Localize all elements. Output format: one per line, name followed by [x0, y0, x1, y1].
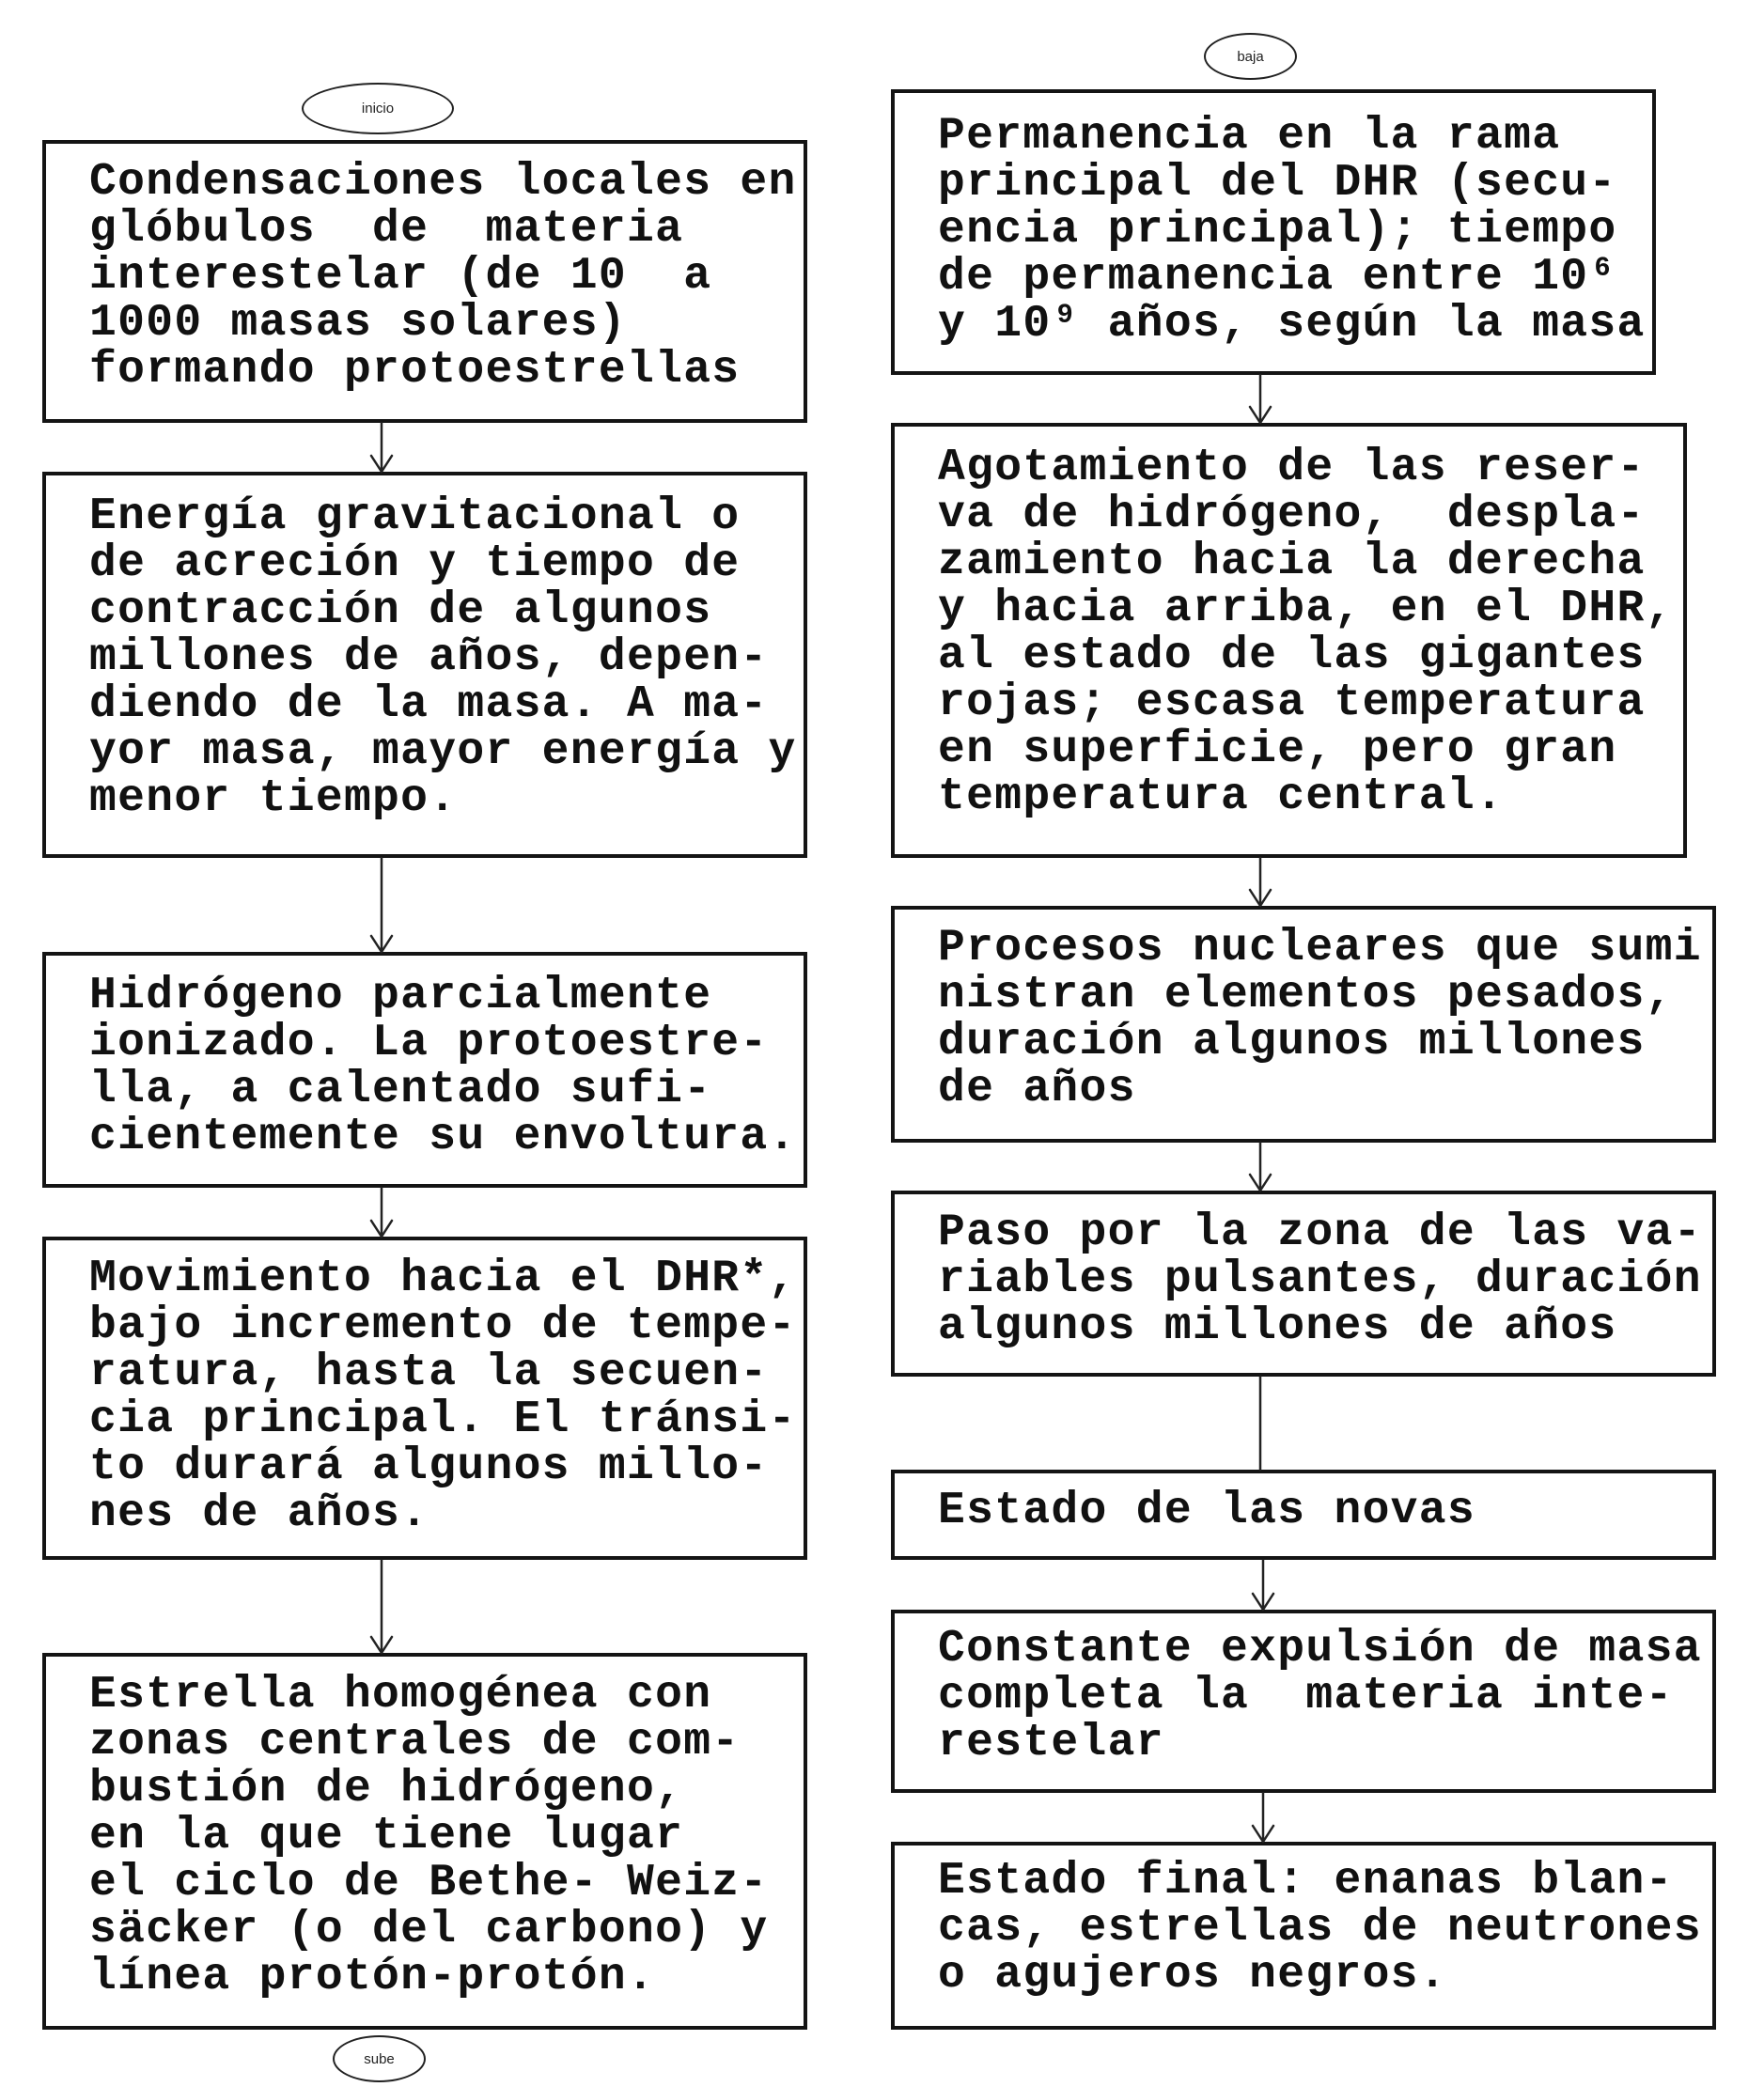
arrow-head — [371, 936, 392, 952]
text-line: duración algunos millones — [938, 1017, 1646, 1067]
terminal-sube — [333, 2035, 426, 2082]
box-energia-gravitacional — [42, 472, 807, 858]
text-line: Constante expulsión de masa — [938, 1624, 1702, 1674]
text-line: va de hidrógeno, despla- — [938, 490, 1646, 540]
text-line: Movimiento hacia el DHR*, — [89, 1254, 797, 1304]
text-line: Condensaciones locales en — [89, 157, 797, 208]
text-line: formando protoestrellas — [89, 345, 741, 396]
text-line: cas, estrellas de neutrones — [938, 1903, 1702, 1954]
text-line: de acreción y tiempo de — [89, 538, 741, 589]
text-line: o agujeros negros. — [938, 1950, 1447, 2001]
arrow-right-6-to-7 — [1253, 1793, 1273, 1842]
text-line: restelar — [938, 1718, 1164, 1768]
text-line: Hidrógeno parcialmente — [89, 971, 712, 1021]
text-line: Estado final: enanas blan- — [938, 1856, 1674, 1907]
box-permanencia-rama-principal — [891, 89, 1656, 375]
terminal-label: baja — [1237, 48, 1264, 65]
text-line: menor tiempo. — [89, 773, 458, 824]
arrow-head — [371, 456, 392, 472]
text-line: ratura, hasta la secuen- — [89, 1347, 769, 1398]
text-line: rojas; escasa temperatura — [938, 677, 1646, 728]
text-line: principal del DHR (secu- — [938, 158, 1617, 209]
arrow-left-2-to-3 — [371, 858, 392, 952]
arrow-right-3-to-4 — [1250, 1143, 1271, 1191]
box-estado-novas — [891, 1470, 1716, 1560]
arrow-head — [1250, 1175, 1271, 1191]
text-line: 1000 masas solares) — [89, 298, 627, 349]
arrow-head — [1250, 890, 1271, 906]
terminal-label: sube — [364, 2050, 395, 2067]
text-line: al estado de las gigantes — [938, 631, 1646, 681]
arrow-head — [371, 1221, 392, 1237]
arrow-left-4-to-5 — [371, 1560, 392, 1653]
text-line: zonas centrales de com- — [89, 1717, 741, 1768]
text-line: Energía gravitacional o — [89, 491, 741, 542]
text-line: en la que tiene lugar — [89, 1811, 684, 1861]
text-line: Permanencia en la rama — [938, 111, 1561, 162]
text-line: diendo de la masa. A ma- — [89, 679, 769, 730]
text-line: glóbulos de materia — [89, 204, 684, 255]
text-line: lla, a calentado sufi- — [89, 1065, 712, 1115]
text-line: Procesos nucleares que sumi — [938, 923, 1702, 973]
text-line: en superficie, pero gran — [938, 724, 1617, 775]
arrow-head — [1250, 407, 1271, 423]
text-line: y hacia arriba, en el DHR, — [938, 584, 1674, 634]
text-line: riables pulsantes, duración — [938, 1254, 1702, 1305]
box-movimiento-dhr — [42, 1237, 807, 1560]
text-line: bajo incremento de tempe- — [89, 1300, 797, 1351]
text-line: nes de años. — [89, 1488, 429, 1539]
text-line: Agotamiento de las reser- — [938, 443, 1646, 493]
box-agotamiento-hidrogeno — [891, 423, 1687, 858]
terminal-label: inicio — [361, 101, 395, 117]
text-line: bustión de hidrógeno, — [89, 1764, 684, 1814]
text-line: y 10⁹ años, según la masa — [938, 299, 1646, 350]
box-condensaciones-locales — [42, 140, 807, 423]
text-line: to durará algunos millo- — [89, 1441, 769, 1492]
arrow-left-1-to-2 — [371, 423, 392, 472]
text-line: millones de años, depen- — [89, 632, 769, 683]
text-line: Estado de las novas — [938, 1486, 1475, 1536]
text-line: cientemente su envoltura. — [89, 1112, 797, 1162]
text-line: zamiento hacia la derecha — [938, 537, 1646, 587]
text-line: el ciclo de Bethe- Weiz- — [89, 1858, 769, 1908]
text-line: temperatura central. — [938, 771, 1505, 822]
text-line: yor masa, mayor energía y — [89, 726, 797, 777]
text-line: de permanencia entre 10⁶ — [938, 252, 1617, 303]
text-line: algunos millones de años — [938, 1301, 1617, 1352]
text-line: nistran elementos pesados, — [938, 970, 1674, 1020]
arrow-left-3-to-4 — [371, 1188, 392, 1237]
box-estado-final — [891, 1842, 1716, 2030]
arrow-right-1-to-2 — [1250, 375, 1271, 423]
terminal-baja — [1204, 33, 1297, 80]
arrow-head — [371, 1637, 392, 1653]
text-line: Paso por la zona de las va- — [938, 1207, 1702, 1258]
text-line: interestelar (de 10 a — [89, 251, 712, 302]
text-line: de años — [938, 1064, 1136, 1114]
text-line: säcker (o del carbono) y — [89, 1905, 769, 1955]
text-line: ionizado. La protoestre- — [89, 1018, 769, 1068]
box-hidrogeno-ionizado — [42, 952, 807, 1188]
terminal-inicio — [302, 83, 454, 134]
arrow-head — [1253, 1594, 1273, 1610]
text-line: contracción de algunos — [89, 585, 712, 636]
arrow-head — [1253, 1826, 1273, 1842]
text-line: encia principal); tiempo — [938, 205, 1617, 256]
box-estrella-homogenea — [42, 1653, 807, 2030]
box-procesos-nucleares — [891, 906, 1716, 1143]
box-variables-pulsantes — [891, 1191, 1716, 1377]
arrow-right-5-to-6 — [1253, 1560, 1273, 1610]
arrow-right-2-to-3 — [1250, 858, 1271, 906]
text-line: cia principal. El tránsi- — [89, 1394, 797, 1445]
box-expulsion-masa — [891, 1610, 1716, 1793]
text-line: completa la materia inte- — [938, 1671, 1674, 1721]
text-line: línea protón-protón. — [89, 1952, 656, 2002]
text-line: Estrella homogénea con — [89, 1670, 712, 1721]
